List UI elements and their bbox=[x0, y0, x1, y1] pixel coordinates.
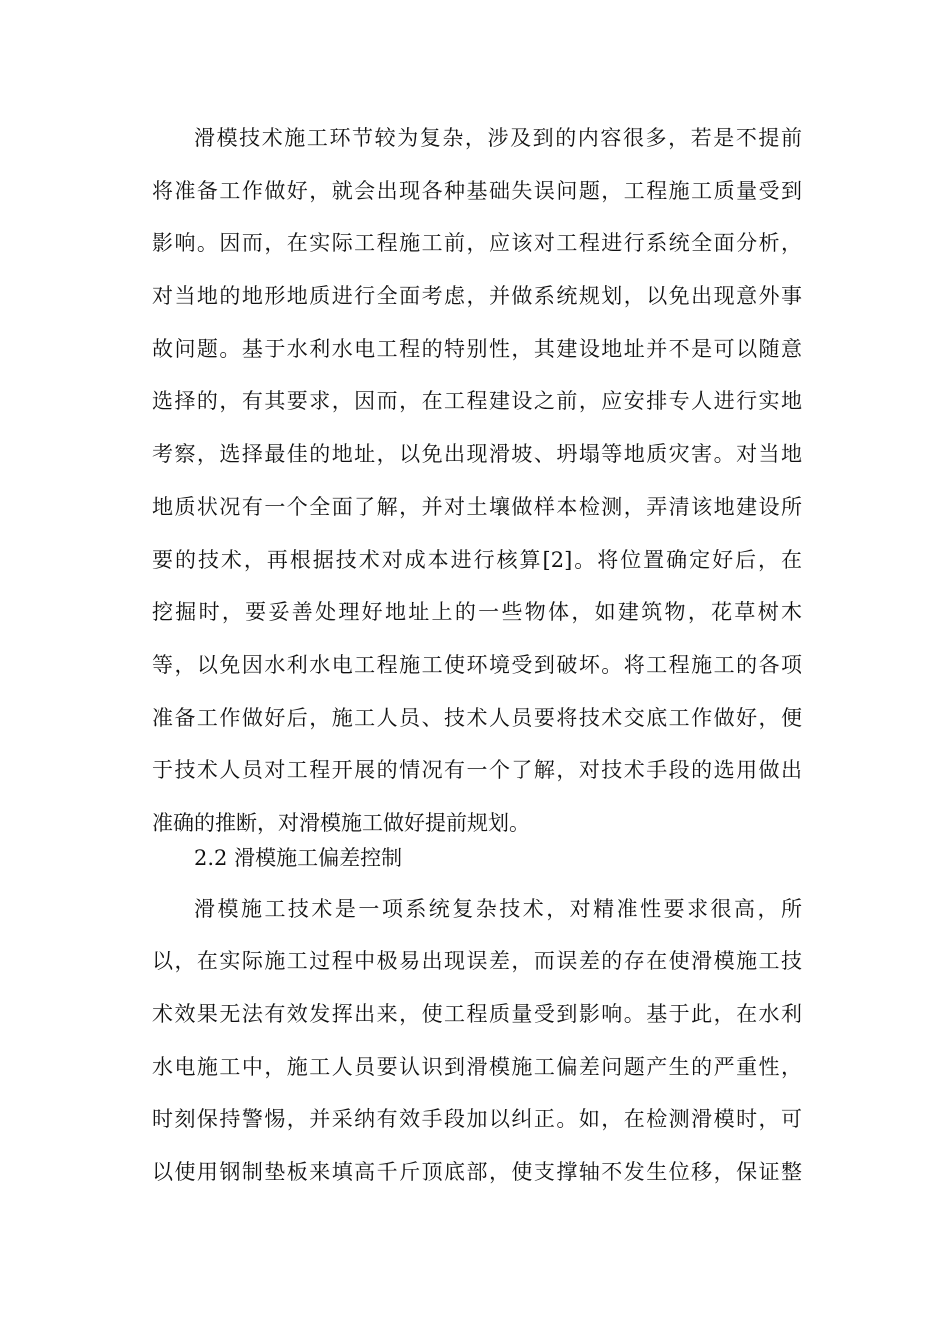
paragraph-2-line-6: 以使用钢制垫板来填高千斤顶底部，使支撑轴不发生位移，保证整 bbox=[152, 1160, 802, 1184]
paragraph-1-line-1: 滑模技术施工环节较为复杂，涉及到的内容很多，若是不提前 bbox=[194, 126, 802, 150]
paragraph-2-line-2: 以，在实际施工过程中极易出现误差，而误差的存在使滑模施工技 bbox=[152, 949, 802, 973]
paragraph-1-line-2: 将准备工作做好，就会出现各种基础失误问题，工程施工质量受到 bbox=[152, 179, 802, 203]
paragraph-1-line-13: 于技术人员对工程开展的情况有一个了解，对技术手段的选用做出 bbox=[152, 758, 802, 782]
paragraph-1-line-10: 挖掘时，要妥善处理好地址上的一些物体，如建筑物，花草树木 bbox=[152, 600, 802, 624]
paragraph-1-line-8: 地质状况有一个全面了解，并对土壤做样本检测，弄清该地建设所 bbox=[152, 495, 802, 519]
paragraph-1-line-5: 故问题。基于水利水电工程的特别性，其建设地址并不是可以随意 bbox=[152, 337, 802, 361]
paragraph-2-line-3: 术效果无法有效发挥出来，使工程质量受到影响。基于此，在水利 bbox=[152, 1002, 802, 1026]
paragraph-2-line-4: 水电施工中，施工人员要认识到滑模施工偏差问题产生的严重性， bbox=[152, 1055, 802, 1079]
paragraph-1-line-4: 对当地的地形地质进行全面考虑，并做系统规划，以免出现意外事 bbox=[152, 284, 802, 308]
paragraph-1-line-14: 准确的推断，对滑模施工做好提前规划。 bbox=[152, 811, 530, 835]
paragraph-1-line-11: 等，以免因水利水电工程施工使环境受到破坏。将工程施工的各项 bbox=[152, 653, 802, 677]
paragraph-1-line-7: 考察，选择最佳的地址，以免出现滑坡、坍塌等地质灾害。对当地 bbox=[152, 442, 802, 466]
paragraph-2-line-5: 时刻保持警惕，并采纳有效手段加以纠正。如，在检测滑模时，可 bbox=[152, 1107, 802, 1131]
paragraph-2-line-1: 滑模施工技术是一项系统复杂技术，对精准性要求很高，所 bbox=[194, 897, 802, 921]
paragraph-1-line-6: 选择的，有其要求，因而，在工程建设之前，应安排专人进行实地 bbox=[152, 389, 802, 413]
section-heading: 2.2 滑模施工偏差控制 bbox=[194, 846, 403, 870]
paragraph-1-line-3: 影响。因而，在实际工程施工前，应该对工程进行系统全面分析， bbox=[152, 231, 802, 255]
paragraph-1-line-9: 要的技术，再根据技术对成本进行核算[2]。将位置确定好后，在 bbox=[152, 548, 802, 572]
paragraph-1-line-12: 准备工作做好后，施工人员、技术人员要将技术交底工作做好，便 bbox=[152, 706, 802, 730]
